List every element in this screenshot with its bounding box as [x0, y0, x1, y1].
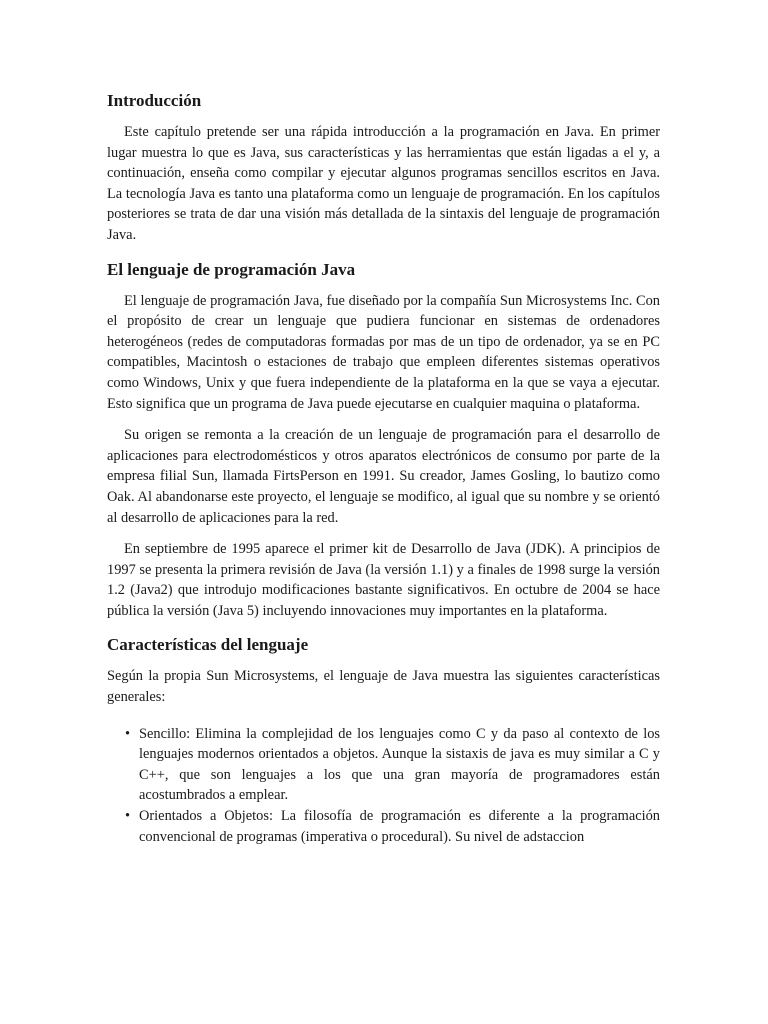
paragraph: Este capítulo pretende ser una rápida introducción a la programación en Java. En primer lugar muestra lo que es Java, sus características y las herramientas que están ligadas a el y, a continuación, enseña como compilar y ejecutar algunos programas sencillos escritos en Java. La tecnología Java es tanto una plataforma como un lenguaje de programación. En los capítulos posteriores se trata de dar una visión más detallada de la sintaxis del lenguaje de programación Java.: [107, 124, 660, 243]
bullet-icon: •: [125, 725, 131, 742]
document-page: [107, 88, 660, 847]
paragraph: Su origen se remonta a la creación de un lenguaje de programación para el desarrollo de aplicaciones para electrodomésticos y otros aparatos electrónicos de consumo por parte de la empresa filial Sun, llamada FirtsPerson en 1991. Su creador, James Gosling, lo bautizo como Oak. Al abandonarse este proyecto, el lenguaje se modifico, al igual que su nombre y se orientó al desarrollo de aplicaciones para la red.: [107, 427, 660, 526]
list-item-text: Sencillo: Elimina la complejidad de los lenguajes como C y da paso al contexto de los lenguajes modernos orientados a objetos. Aunque la sistaxis de java es muy similar a C y C++, que son lenguajes a los que una gran mayoría de programadores están acostumbrados a emplear.: [139, 725, 660, 804]
list-item: [125, 806, 660, 847]
section-heading-caracteristicas: Características del lenguaje: [107, 635, 309, 655]
list-item: [125, 724, 660, 806]
paragraph: Según la propia Sun Microsystems, el lenguaje de Java muestra las siguientes características generales:: [107, 668, 660, 706]
characteristics-list: [107, 724, 660, 848]
list-item-text: Orientados a Objetos: La filosofía de programación es diferente a la programación convencional de programas (imperativa o procedural). Su nivel de adstaccion: [139, 808, 660, 845]
paragraph: El lenguaje de programación Java, fue diseñado por la compañía Sun Microsystems Inc. Con el propósito de crear un lenguaje que pudiera funcionar en sistemas de ordenadores heterogéneos (redes de computadoras formadas por mas de un tipo de ordenador, ya se en PC compatibles, Macintosh o estaciones de trabajo que empleen diferentes sistemas operativos como Windows, Unix y que fuera independiente de la plataforma en la que se vaya a ejecutar. Esto significa que un programa de Java puede ejecutarse en cualquier maquina o plataforma.: [107, 292, 660, 412]
section-heading-lenguaje-java: El lenguaje de programación Java: [107, 259, 356, 279]
paragraph: En septiembre de 1995 aparece el primer kit de Desarrollo de Java (JDK). A principios de 1997 se presenta la primera revisión de Java (la versión 1.1) y a finales de 1998 surge la versión 1.2 (Java2) que introdujo modificaciones bastante significativos. En octubre de 2004 se hace pública la versión (Java 5) incluyendo innovaciones muy importantes en la plataforma.: [107, 541, 660, 619]
section-heading-introduccion: Introducción: [107, 91, 202, 110]
bullet-icon: •: [125, 808, 131, 825]
